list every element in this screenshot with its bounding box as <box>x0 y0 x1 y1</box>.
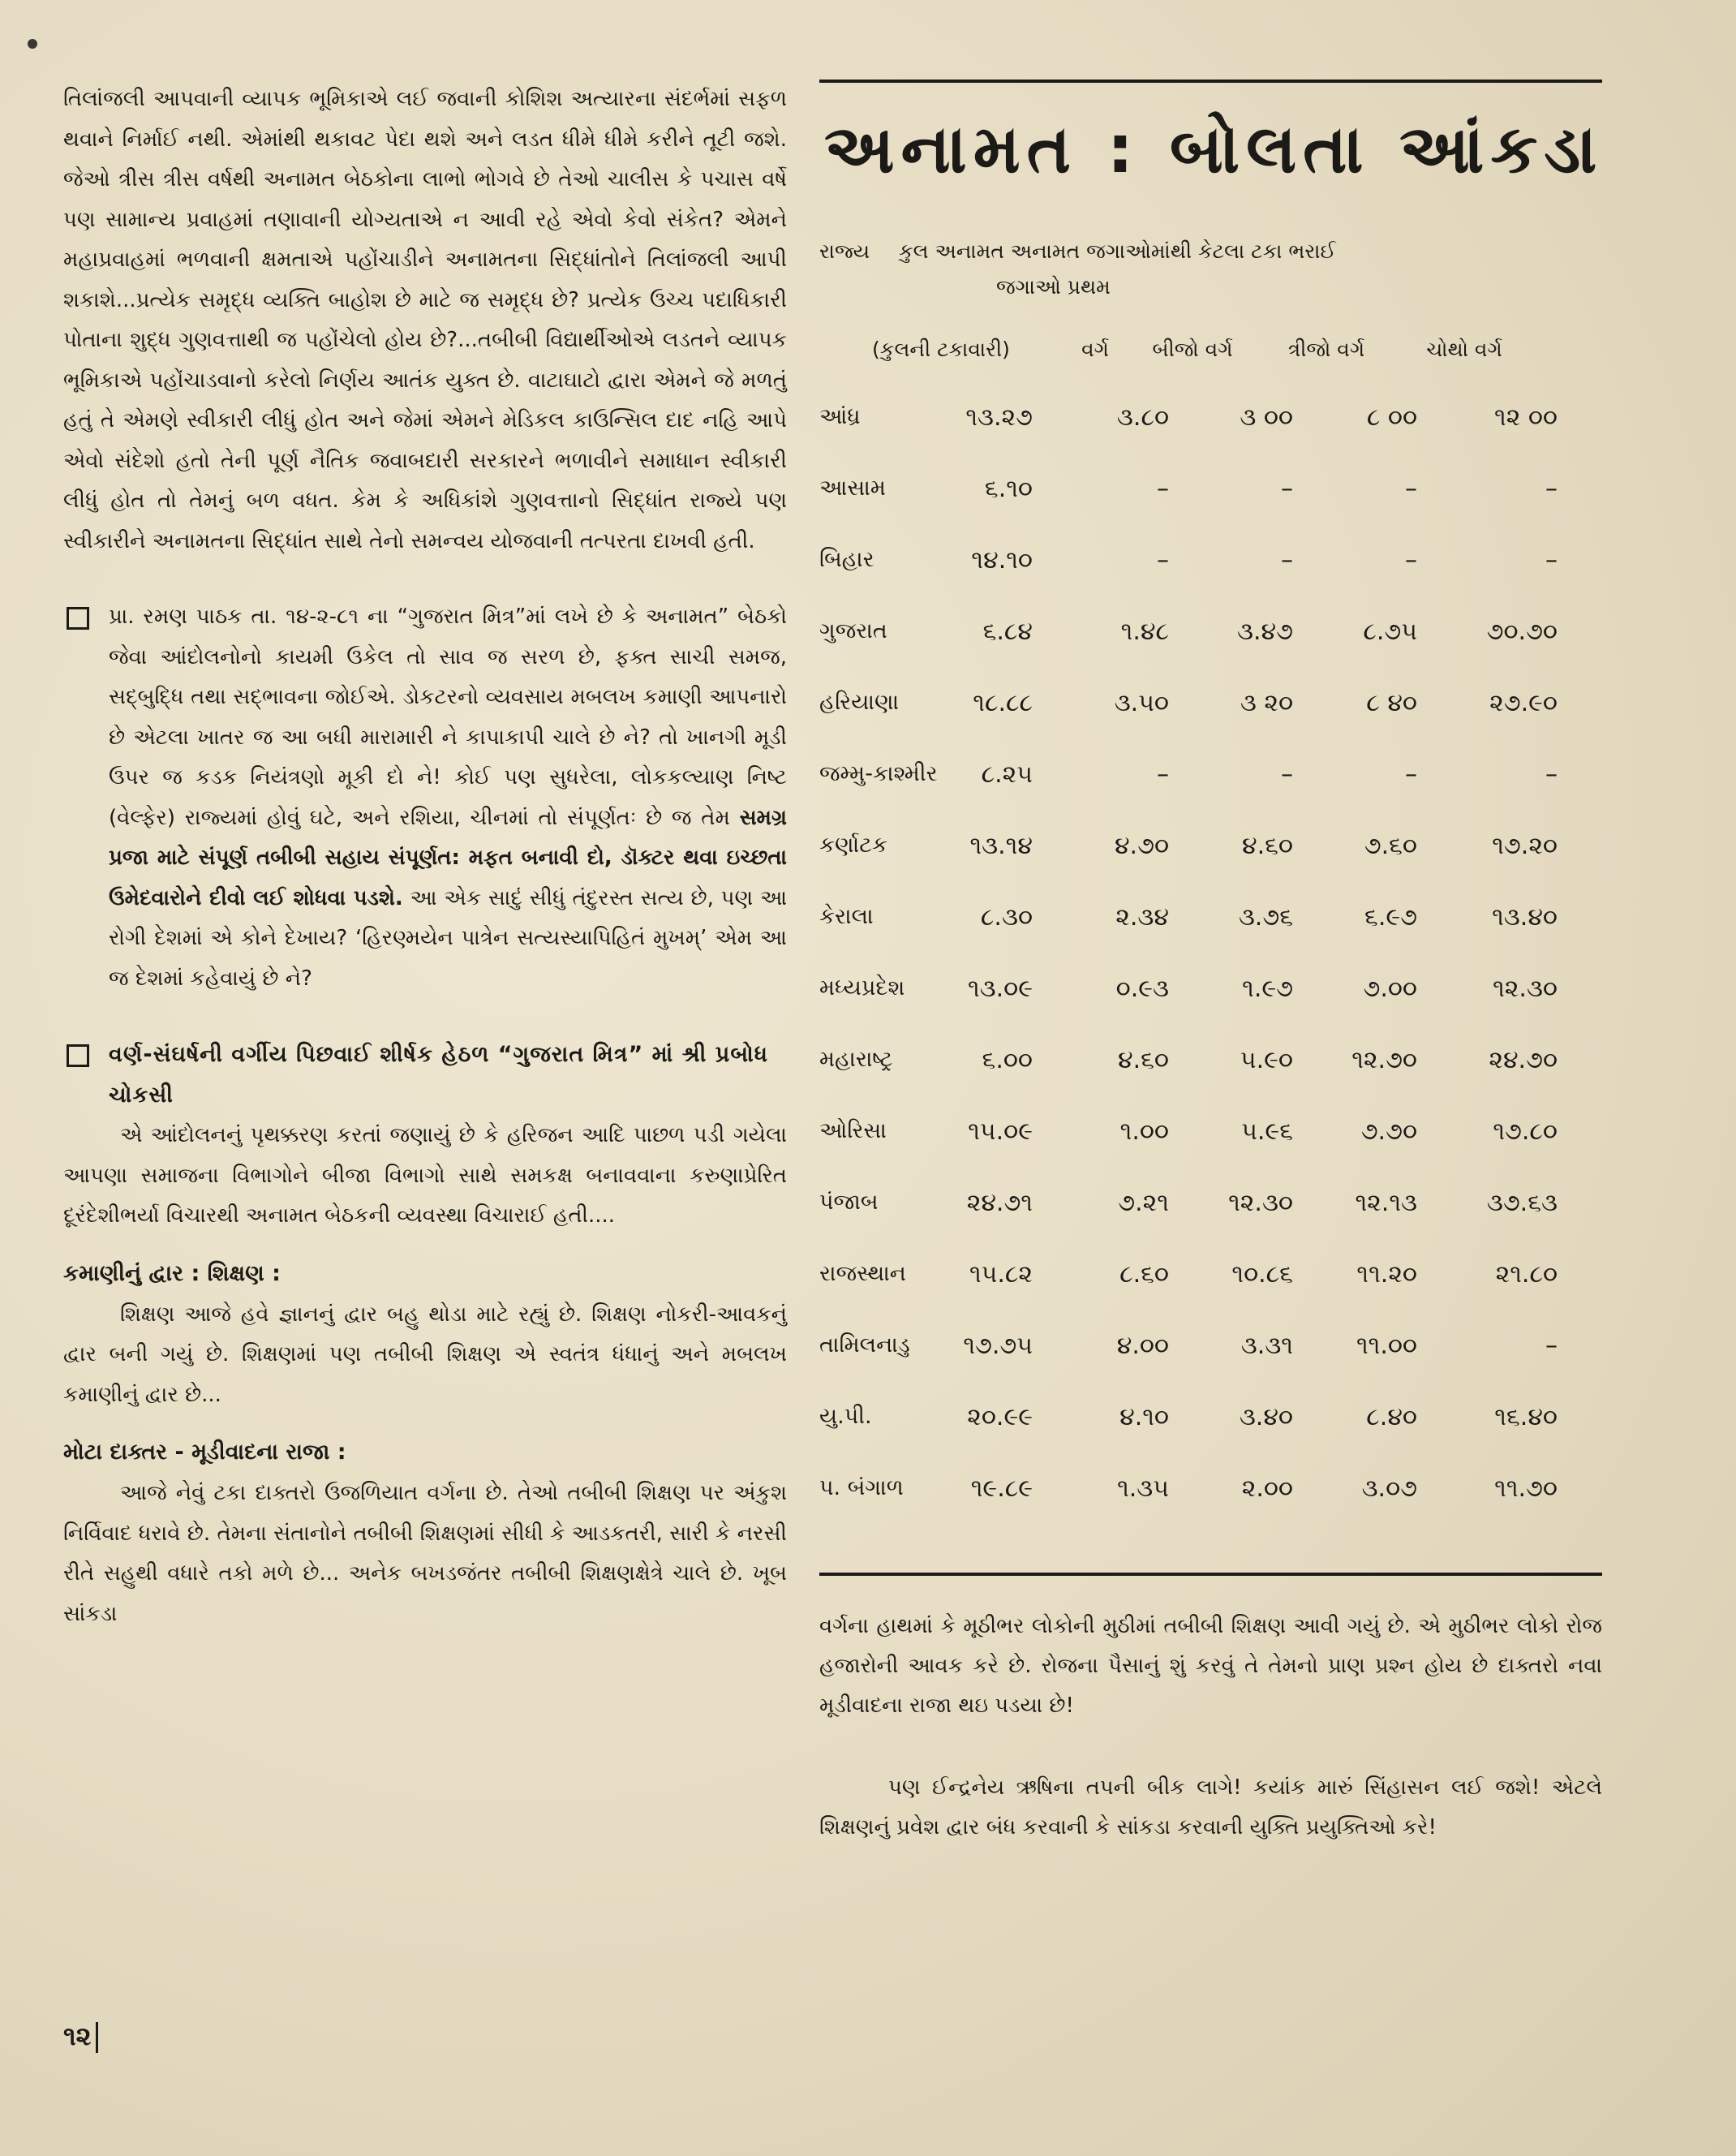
table-cell-total: ૧૩.૨૭ <box>965 402 1033 432</box>
checkbox-bullet-icon <box>67 607 89 630</box>
table-cell-c1: – <box>1157 760 1169 789</box>
table-row <box>819 1024 1602 1095</box>
table-cell-total: ૧૮.૮૮ <box>973 688 1033 717</box>
table-row <box>819 810 1602 881</box>
section-heading-doctors: મોટા દાક્તર - મૂડીવાદના રાજા : <box>63 1439 346 1465</box>
table-cell-c3: ૧૧.૦૦ <box>1356 1331 1417 1360</box>
table-cell-c4: ૧૧.૭૦ <box>1494 1474 1558 1503</box>
quote-item-1-body <box>109 597 787 999</box>
table-cell-c4: ૧૨ ૦૦ <box>1494 402 1558 432</box>
note-paragraph-2: પણ ઈન્દ્રનેય ઋષિના તપની બીક લાગે! કયાંક મારું સિંહાસન લઈ જશે! એટલે શિક્ષણનું પ્રવેશ દ્વાર બંધ કરવાની કે સાંકડા કરવાની યુક્તિ પ્રયુક્તિઓ કરે! <box>819 1775 1602 1840</box>
table-cell-c1: ૪.૦૦ <box>1116 1331 1169 1360</box>
top-rule <box>819 80 1602 83</box>
table-cell-c3: ૮ ૦૦ <box>1366 402 1417 432</box>
table-cell-c2: – <box>1281 545 1293 575</box>
table-row <box>819 1310 1602 1381</box>
quote-item-2 <box>63 1035 787 1116</box>
section-heading-earning: કમાણીનું દ્વાર : શિક્ષણ : <box>63 1260 281 1286</box>
table-cell-c3: – <box>1405 474 1417 503</box>
table-cell-total: ૨૪.૭૧ <box>966 1188 1033 1217</box>
table-cell-c2: ૧૦.૮૬ <box>1231 1259 1293 1289</box>
table-row <box>819 953 1602 1024</box>
page-number <box>63 2020 98 2053</box>
table-cell-state: જમ્મુ-કાશ્મીર <box>819 761 938 786</box>
table-cell-c2: ૩.૪૦ <box>1239 1402 1293 1431</box>
table-row <box>819 381 1602 453</box>
note-paragraph-1: વર્ગના હાથમાં કે મૂઠીભર લોકોની મુઠીમાં તબીબી શિક્ષણ આવી ગયું છે. એ મુઠીભર લોકો રોજ હજારોની આવક કરે છે. રોજના પૈસાનું શું કરવું તે તેમનો પ્રાણ પ્રશ્ન હોય છે દાક્તરો નવા મૂડીવાદના રાજા થઇ પડયા છે! <box>819 1614 1602 1718</box>
page-title: અનામત : બોલતા આંકડા <box>824 111 1604 188</box>
table-header <box>819 234 1602 305</box>
table-cell-state: બિહાર <box>819 547 874 572</box>
table-cell-c2: ૫.૯૦ <box>1240 1045 1293 1074</box>
table-cell-total: ૧૫.૮૨ <box>969 1259 1033 1289</box>
table-row <box>819 1238 1602 1310</box>
table-cell-state: હરિયાણા <box>819 690 900 715</box>
table-cell-c3: ૭.૬૦ <box>1364 831 1417 860</box>
quote-item-1-bold: સમગ્ર પ્રજા માટે સંપૂર્ણ તબીબી સહાય સંપૂર્ણત: મફત બનાવી દો, ડૉક્ટર થવા ઇચ્છતા ઉમેદવારોને દીવો લઈ શોધવા પડશે. <box>109 805 788 910</box>
reservation-table <box>819 381 1602 1524</box>
table-cell-total: ૧૪.૧૦ <box>971 545 1033 575</box>
table-row <box>819 667 1602 738</box>
subheader-class3: ત્રીજો વર્ગ <box>1287 338 1365 361</box>
table-cell-c3: ૭.૭૦ <box>1360 1117 1417 1146</box>
table-cell-c4: ૧૨.૩૦ <box>1493 974 1558 1003</box>
table-cell-c3: ૮.૪૦ <box>1366 1402 1417 1431</box>
table-cell-total: ૧૭.૭૫ <box>963 1331 1033 1360</box>
table-cell-c3: – <box>1405 760 1417 789</box>
table-header-rest <box>899 234 1602 305</box>
table-cell-c4: – <box>1545 1331 1558 1360</box>
table-cell-c2: ૩.૭૬ <box>1238 902 1293 932</box>
table-cell-c2: ૨.૦૦ <box>1241 1474 1293 1503</box>
table-cell-state: ઓરિસા <box>819 1118 887 1143</box>
table-cell-total: ૮.૨૫ <box>981 760 1033 789</box>
quote-item-1 <box>63 597 787 999</box>
page-number-bar <box>96 2022 98 2053</box>
subheader-class4: ચોથો વર્ગ <box>1426 338 1502 361</box>
left-column <box>63 80 787 1634</box>
table-subheader <box>819 338 1602 362</box>
table-cell-c3: – <box>1405 545 1417 575</box>
table-cell-c2: ૩.૪૭ <box>1237 617 1293 646</box>
table-row <box>819 738 1602 810</box>
table-cell-c1: ૩.૫૦ <box>1114 688 1169 717</box>
table-cell-c3: ૬.૯૭ <box>1364 902 1417 932</box>
table-cell-c3: ૭.૦૦ <box>1363 974 1417 1003</box>
table-cell-c3: ૧૧.૨૦ <box>1356 1259 1417 1289</box>
table-cell-state: ગુજરાત <box>819 618 887 643</box>
punch-hole-dot <box>28 39 37 49</box>
table-cell-total: ૧૩.૧૪ <box>969 831 1033 860</box>
table-cell-state: યુ.પી. <box>819 1404 872 1429</box>
table-cell-total: ૨૦.૯૯ <box>967 1402 1033 1431</box>
table-cell-c1: ૪.૭૦ <box>1114 831 1169 860</box>
table-cell-c3: ૧૨.૭૦ <box>1351 1045 1417 1074</box>
table-row <box>819 1381 1602 1452</box>
page-number-text: ૧૨ <box>63 2020 92 2051</box>
quote-item-1-lead: પ્રા. રમણ પાઠક તા. ૧૪-૨-૮૧ ના “ગુજરાત મિત્ર”માં લખે છે કે અનામત” બેઠકો જેવા આંદોલનોનો કાયમી ઉકેલ તો સાવ જ સરળ છે, ફક્ત સાચી સમજ, સદ્બુદ્ધિ તથા સદ્ભાવના જોઈએ. ડોકટરનો વ્યવસાય મબલખ કમાણી આપનારો છે એટલા ખાતર જ આ બધી મારામારી ને કાપાકાપી ચાલે છે ને? તો ખાનગી મૂડી ઉપર જ કડક નિયંત્રણો મૂકી દો ને! કોઈ પણ સુધરેલા, લોકકલ્યાણ નિષ્ટ (વેલ્ફેર) રાજ્યમાં હોવું ઘટે, અને રશિયા, ચીનમાં તો સંપૂર્ણતઃ છે જ તેમ <box>109 605 787 830</box>
table-cell-c1: ૦.૯૩ <box>1115 974 1169 1003</box>
table-cell-c4: ૨૧.૮૦ <box>1495 1259 1558 1289</box>
quote-item-1-tail: આ એક સાદું સીધું તંદુરસ્ત સત્ય છે, પણ આ રોગી દેશમાં એ કોને દેખાય? ‘હિરણ્મયેન પાત્રેન સત્યસ્યાપિહિતં મુખમ્’ એમ આ જ દેશમાં કહેવાયું છે ને? <box>109 885 788 991</box>
table-cell-c2: ૪.૬૦ <box>1242 831 1293 860</box>
table-cell-c1: ૨.૩૪ <box>1115 902 1169 932</box>
table-cell-c4: ૩૭.૬૩ <box>1486 1188 1558 1217</box>
table-cell-c3: ૧૨.૧૩ <box>1355 1188 1417 1217</box>
table-header-line2: જગાઓ પ્રથમ <box>996 275 1111 299</box>
table-cell-c3: ૮.૭૫ <box>1363 617 1417 646</box>
table-cell-c4: ૧૬.૪૦ <box>1494 1402 1558 1431</box>
intro-paragraph: તિલાંજલી આપવાની વ્યાપક ભૂમિકાએ લઈ જવાની કોશિશ અત્યારના સંદર્ભમાં સફળ થવાને નિર્માઈ નથી. એમાંથી થકાવટ પેદા થશે અને લડત ધીમે ધીમે કરીને તૂટી જશે. જેઓ ત્રીસ ત્રીસ વર્ષથી અનામત બેઠકોના લાભો ભોગવે છે તેઓ ચાલીસ કે પચાસ વર્ષે પણ સામાન્ય પ્રવાહમાં તણાવાની યોગ્યતાએ ન આવી રહે એવો કેવો સંકેત? એમને મહાપ્રવાહમાં ભળવાની ક્ષમતાએ પહોંચાડીને અનામતના સિદ્ધાંતોને તિલાંજલી આપી શકાશે...પ્રત્યેક સમૃદ્ધ વ્યક્તિ બાહોશ છે માટે જ સમૃદ્ધ છે? પ્રત્યેક ઉચ્ચ પદાધિકારી પોતાના શુદ્ધ ગુણવત્તાથી જ પહોંચેલો હોય છે?...તબીબી વિદ્યાર્થીઓએ લડતને વ્યાપક ભૂમિકાએ પહોંચાડવાનો કરેલો નિર્ણય આતંક યુક્ત છે. વાટાઘાટો દ્વારા એમને જે મળતું હતું તે એમણે સ્વીકારી લીધું હોત અને જેમાં એમને મેડિકલ કાઉન્સિલ દાદ નહિ આપે એવો સંદેશો હતો તેની પૂર્ણ નૈતિક જવાબદારી સરકારને ભળાવીને સમાધાન સ્વીકારી લીધું હોત તો તેમનું બળ વધત. કેમ કે અધિકાંશે ગુણવત્તાનો સિદ્ધાંત રાજ્યે પણ સ્વીકારીને અનામતના સિદ્ધાંત સાથે તેનો સમન્વય યોજવાની તત્પરતા દાખવી હતી. <box>63 87 787 553</box>
table-cell-c2: ૫.૯૬ <box>1241 1117 1293 1146</box>
table-cell-c2: – <box>1281 474 1293 503</box>
table-row <box>819 524 1602 596</box>
table-cell-c1: ૩.૮૦ <box>1116 402 1169 432</box>
table-cell-total: ૮.૩૦ <box>980 902 1033 932</box>
table-cell-total: ૬.૮૪ <box>982 617 1033 646</box>
table-cell-c1: ૪.૬૦ <box>1118 1045 1169 1074</box>
table-cell-c1: ૭.૨૧ <box>1118 1188 1169 1217</box>
table-cell-total: ૧૫.૦૯ <box>968 1117 1033 1146</box>
table-cell-state: રાજસ્થાન <box>819 1261 906 1286</box>
section-body-earning: શિક્ષણ આજે હવે જ્ઞાનનું દ્વાર બહુ થોડા માટે રહ્યું છે. શિક્ષણ નોકરી-આવકનું દ્વાર બની ગયું છે. શિક્ષણમાં પણ તબીબી શિક્ષણ એ સ્વતંત્ર ધંધાનું અને મબલખ કમાણીનું દ્વાર છે... <box>63 1302 787 1407</box>
table-cell-c2: ૧૨.૩૦ <box>1228 1188 1293 1217</box>
table-cell-total: ૬.૦૦ <box>982 1045 1033 1074</box>
table-cell-c4: ૧૭.૨૦ <box>1492 831 1558 860</box>
table-cell-c2: ૩ ૦૦ <box>1240 402 1293 432</box>
subheader-class1: વર્ગ <box>1081 338 1109 361</box>
table-cell-c1: ૮.૬૦ <box>1119 1259 1169 1289</box>
table-header-line1: કુલ અનામત અનામત જગાઓમાંથી કેટલા ટકા ભરાઈ <box>899 239 1336 263</box>
subheader-percent: (કુલની ટકાવારી) <box>872 338 1010 361</box>
table-cell-c2: ૩.૩૧ <box>1240 1331 1293 1360</box>
table-row <box>819 881 1602 953</box>
table-cell-c1: – <box>1157 545 1169 575</box>
table-cell-c2: ૩ ૨૦ <box>1240 688 1293 717</box>
table-cell-state: મહારાષ્ટ્ર <box>819 1047 893 1072</box>
table-cell-state: પ. બંગાળ <box>819 1475 904 1500</box>
table-cell-c3: ૩.૦૭ <box>1361 1474 1417 1503</box>
table-row <box>819 1095 1602 1167</box>
table-cell-state: આંધ્ર <box>819 404 861 429</box>
table-cell-state: કર્ણાટક <box>819 833 887 858</box>
table-cell-c4: ૨૪.૭૦ <box>1489 1045 1558 1074</box>
checkbox-bullet-icon <box>67 1044 89 1067</box>
table-row <box>819 453 1602 524</box>
quote-item-2-heading: વર્ણ-સંઘર્ષની વર્ગીય પિછવાઈ શીર્ષક હેઠળ “ગુજરાત મિત્ર” માં શ્રી પ્રબોધ ચોકસી <box>109 1042 768 1108</box>
table-cell-state: મધ્યપ્રદેશ <box>819 975 905 1001</box>
table-header-state: રાજ્ય <box>819 239 870 263</box>
table-cell-c1: ૧.૪૮ <box>1120 617 1169 646</box>
table-row <box>819 1167 1602 1238</box>
bottom-rule <box>819 1573 1602 1576</box>
table-cell-state: કેરાલા <box>819 904 874 929</box>
table-cell-c1: ૧.૩૫ <box>1117 1474 1169 1503</box>
table-cell-c4: ૭૦.૭૦ <box>1486 617 1558 646</box>
table-cell-c1: ૧.૦૦ <box>1119 1117 1169 1146</box>
table-cell-total: ૧૩.૦૯ <box>967 974 1033 1003</box>
table-row <box>819 596 1602 667</box>
table-cell-c1: ૪.૧૦ <box>1119 1402 1169 1431</box>
table-cell-c4: ૨૭.૯૦ <box>1489 688 1558 717</box>
table-cell-state: આસામ <box>819 476 886 501</box>
table-cell-c2: ૧.૯૭ <box>1242 974 1293 1003</box>
quote-item-2-body: એ આંદોલનનું પૃથક્કરણ કરતાં જણાયું છે કે હરિજન આદિ પાછળ પડી ગયેલા આપણા સમાજના વિભાગોને બીજા વિભાગો સાથે સમકક્ષ બનાવવાના કરુણાપ્રેરિત દૂરંદેશીભર્યા વિચારથી અનામત બેઠકની વ્યવસ્થા વિચારાઈ હતી.... <box>63 1123 787 1228</box>
table-cell-c4: – <box>1545 760 1558 789</box>
table-cell-state: પંજાબ <box>819 1190 879 1215</box>
section-body-doctors: આજે નેવું ટકા દાક્તરો ઉજળિયાત વર્ગના છે. તેઓ તબીબી શિક્ષણ પર અંકુશ નિર્વિવાદ ધરાવે છે. તેમના સંતાનોને તબીબી શિક્ષણમાં સીધી કે આડકતરી, સારી કે નરસી રીતે સહુથી વધારે તકો મળે છે... અનેક બખડજંતર તબીબી શિક્ષણક્ષેત્રે ચાલે છે. ખૂબ સાંકડા <box>63 1481 787 1626</box>
right-column <box>819 80 1602 1848</box>
table-cell-c4: – <box>1545 545 1558 575</box>
table-row <box>819 1452 1602 1524</box>
table-cell-c1: – <box>1157 474 1169 503</box>
table-cell-c2: – <box>1281 760 1293 789</box>
table-cell-state: તામિલનાડુ <box>819 1332 910 1358</box>
table-cell-c4: ૧૭.૮૦ <box>1493 1117 1558 1146</box>
table-cell-c4: ૧૩.૪૦ <box>1492 902 1558 932</box>
table-cell-c3: ૮ ૪૦ <box>1366 688 1417 717</box>
table-cell-total: ૧૯.૮૯ <box>970 1474 1033 1503</box>
table-cell-c4: – <box>1545 474 1558 503</box>
table-cell-total: ૬.૧૦ <box>984 474 1033 503</box>
subheader-class2: બીજો વર્ગ <box>1152 338 1233 361</box>
